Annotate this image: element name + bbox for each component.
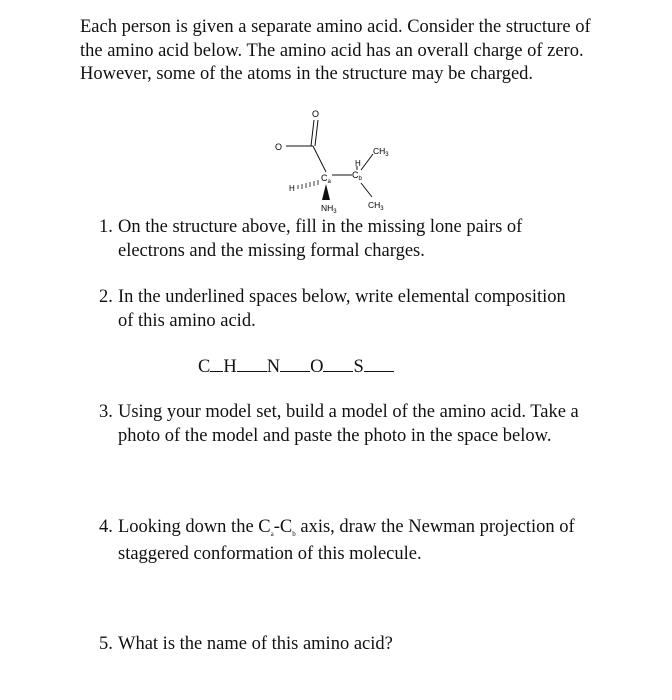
amino-acid-structure <box>268 104 418 214</box>
carboxyl-ca-bond <box>313 146 326 172</box>
ch3-bottom-label: $CH_3$ <box>368 200 384 212</box>
cb-ch3-bottom-bond <box>361 183 372 197</box>
q4-text-mid: -C <box>273 517 293 537</box>
q4-text-before: Looking down the C <box>118 517 271 537</box>
q4-sub-b: b <box>292 530 296 538</box>
question-number: 1. <box>99 217 113 237</box>
carbonyl-bond-1 <box>311 120 314 146</box>
question-number: 2. <box>99 287 113 307</box>
blank-c[interactable] <box>210 356 223 372</box>
ca-label: $C_a$ <box>321 173 331 185</box>
intro-paragraph: Each person is given a separate amino acid. Consider the structure of the amino acid below. The amino acid has an overall charge of zero. However, some of the atoms in the structure may be charged. <box>80 17 591 84</box>
question-text: In the underlined spaces below, write elemental composition of this amino acid. <box>118 287 566 331</box>
h-label: H <box>355 159 361 168</box>
cb-ch3-top-bond <box>361 154 373 170</box>
carbonyl-bond-2 <box>315 120 318 146</box>
oxygen-left-label: O <box>275 142 283 152</box>
question-number: 4. <box>99 517 113 537</box>
question-text: What is the name of this amino acid? <box>118 634 393 654</box>
question-number: 3. <box>99 402 113 422</box>
element-o: O <box>310 357 324 377</box>
nh3-label: $NH_3$ <box>321 203 337 214</box>
oxygen-top-label: O <box>312 109 320 119</box>
wedge-bond <box>322 184 330 200</box>
element-s: S <box>353 357 364 377</box>
element-c: C <box>198 357 211 377</box>
ch3-top-label: $CH_3$ <box>373 146 389 158</box>
question-number: 5. <box>99 634 113 654</box>
question-text <box>118 516 599 566</box>
cb-label: $C_b$ <box>352 170 362 182</box>
composition-blanks <box>198 356 394 380</box>
q4-text-after: axis, draw the Newman projection of staggered conformation of this molecule. <box>118 517 575 564</box>
h-left-label: H <box>289 184 295 193</box>
blank-n[interactable] <box>280 356 310 372</box>
blank-o[interactable] <box>323 356 353 372</box>
hashed-bond <box>298 180 318 189</box>
element-n: N <box>266 357 281 377</box>
element-h: H <box>223 357 237 377</box>
question-text: Using your model set, build a model of the amino acid. Take a photo of the model and paste the photo in the space below. <box>118 402 579 446</box>
blank-h[interactable] <box>237 356 267 372</box>
question-text: On the structure above, fill in the missing lone pairs of electrons and the missing formal charges. <box>118 217 523 261</box>
q4-sub-a: a <box>270 530 274 538</box>
blank-s[interactable] <box>364 356 394 372</box>
